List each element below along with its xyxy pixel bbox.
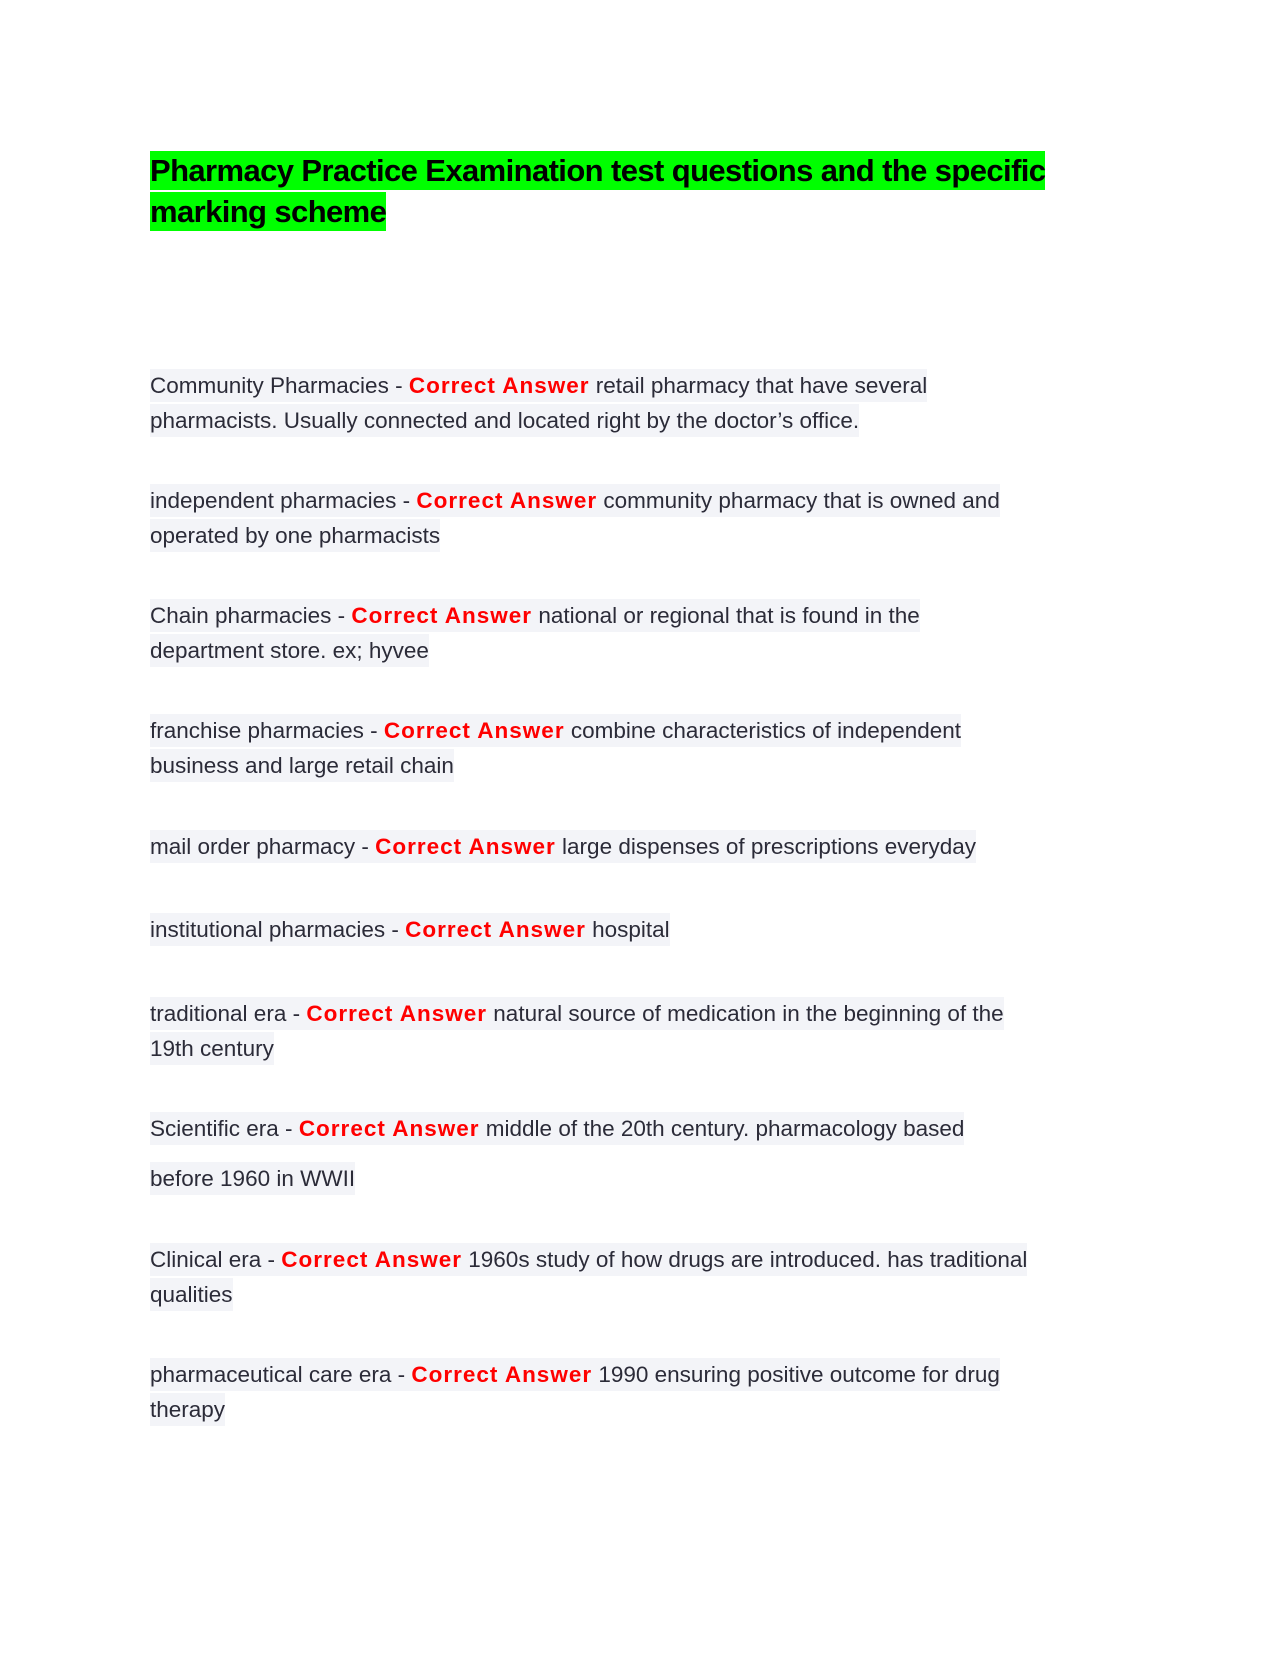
correct-answer-label: Correct Answer <box>416 488 598 513</box>
entry-answer: 1960s study of how drugs are introduced. has traditional <box>462 1247 1028 1272</box>
qa-entry <box>150 368 927 438</box>
entry-answer-continued: department store. ex; hyvee <box>150 634 429 667</box>
entry-term: mail order pharmacy - <box>150 834 376 859</box>
entry-term: institutional pharmacies - <box>150 917 406 942</box>
qa-entry <box>150 996 1004 1066</box>
entry-answer-continued: 19th century <box>150 1032 274 1065</box>
entry-answer: natural source of medication in the beginning of the <box>487 1001 1004 1026</box>
entry-answer-continued: therapy <box>150 1393 225 1426</box>
entry-term: traditional era - <box>150 1001 307 1026</box>
qa-entry <box>150 912 670 947</box>
qa-entry <box>150 598 920 668</box>
entry-answer: large dispenses of prescriptions everyday <box>555 834 977 859</box>
entry-answer: middle of the 20th century. pharmacology based <box>479 1116 965 1141</box>
entry-answer-continued: operated by one pharmacists <box>150 519 440 552</box>
qa-entry <box>150 1242 1027 1312</box>
entry-answer-continued: qualities <box>150 1278 233 1311</box>
qa-entry <box>150 713 961 783</box>
entry-answer-continued: before 1960 in WWII <box>150 1162 355 1195</box>
entry-term: franchise pharmacies - <box>150 718 384 743</box>
entry-term: Chain pharmacies - <box>150 603 352 628</box>
qa-entry <box>150 1357 1000 1427</box>
entry-answer-continued: pharmacists. Usually connected and located right by the doctor’s office. <box>150 404 859 437</box>
correct-answer-label: Correct Answer <box>383 718 565 743</box>
qa-entry <box>150 483 1000 553</box>
entry-answer: hospital <box>585 917 670 942</box>
correct-answer-label: Correct Answer <box>411 1362 593 1387</box>
entry-answer: combine characteristics of independent <box>564 718 962 743</box>
entry-answer: 1990 ensuring positive outcome for drug <box>592 1362 1000 1387</box>
correct-answer-label: Correct Answer <box>281 1247 463 1272</box>
entry-term: independent pharmacies - <box>150 488 417 513</box>
entry-term: Scientific era - <box>150 1116 299 1141</box>
entry-answer: national or regional that is found in the <box>532 603 920 628</box>
title-line: marking scheme <box>150 194 387 229</box>
title-line: Pharmacy Practice Examination test questions and the specific <box>150 153 1046 188</box>
correct-answer-label: Correct Answer <box>375 834 556 859</box>
entry-answer: community pharmacy that is owned and <box>597 488 1000 513</box>
correct-answer-label: Correct Answer <box>408 373 590 398</box>
entry-term: Community Pharmacies - <box>150 373 409 398</box>
correct-answer-label: Correct Answer <box>298 1116 480 1141</box>
correct-answer-label: Correct Answer <box>306 1001 488 1026</box>
entry-term: pharmaceutical care era - <box>150 1362 412 1387</box>
qa-entry <box>150 829 976 864</box>
entry-answer-continued: business and large retail chain <box>150 749 454 782</box>
correct-answer-label: Correct Answer <box>405 917 586 942</box>
qa-entry <box>150 1111 964 1196</box>
document-title <box>150 150 1045 232</box>
entry-term: Clinical era - <box>150 1247 282 1272</box>
entry-answer: retail pharmacy that have several <box>589 373 928 398</box>
correct-answer-label: Correct Answer <box>351 603 533 628</box>
